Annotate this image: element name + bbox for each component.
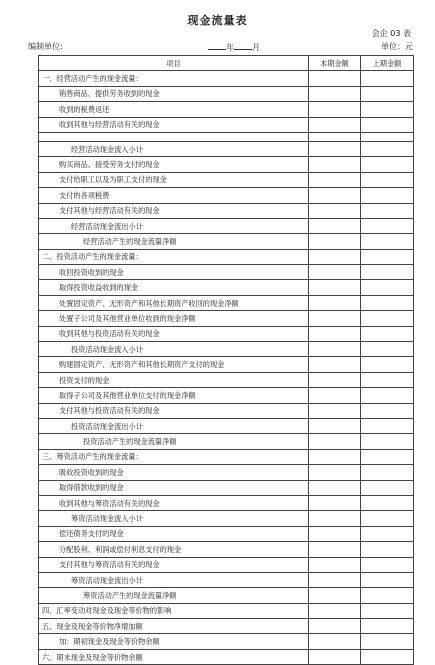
row-previous-amount[interactable] — [361, 117, 414, 132]
row-current-amount[interactable] — [309, 280, 361, 295]
table-row — [39, 203, 414, 218]
row-previous-amount[interactable] — [361, 141, 414, 156]
row-current-amount[interactable] — [309, 526, 361, 541]
row-previous-amount[interactable] — [361, 71, 414, 86]
table-row — [39, 326, 414, 341]
row-previous-amount[interactable] — [361, 588, 414, 603]
row-previous-amount[interactable] — [361, 357, 414, 372]
unit-label: 单位：元 — [381, 42, 413, 51]
table-row — [39, 295, 414, 310]
row-current-amount[interactable] — [309, 511, 361, 526]
row-current-amount[interactable] — [309, 71, 361, 86]
table-row — [39, 71, 414, 86]
row-previous-amount[interactable] — [361, 86, 414, 101]
table-row — [39, 418, 414, 433]
row-previous-amount[interactable] — [361, 132, 414, 141]
row-previous-amount[interactable] — [361, 265, 414, 280]
table-row — [39, 249, 414, 264]
row-item-label: 投资活动产生的现金流量净额 — [39, 434, 309, 449]
row-current-amount[interactable] — [309, 203, 361, 218]
table-row — [39, 649, 414, 664]
row-previous-amount[interactable] — [361, 188, 414, 203]
table-row — [39, 495, 414, 510]
row-item-label: 六、期末现金及现金等价物余额 — [39, 649, 309, 664]
row-item-label: 一、经营活动产生的现金流量： — [39, 71, 309, 86]
table-row — [39, 132, 414, 141]
row-current-amount[interactable] — [309, 465, 361, 480]
table-row — [39, 342, 414, 357]
row-item-label: 经营活动产生的现金流量净额 — [39, 234, 309, 249]
row-current-amount[interactable] — [309, 172, 361, 187]
row-item-label: 投资活动现金流入小计 — [39, 342, 309, 357]
year-blank[interactable] — [208, 41, 226, 50]
cash-flow-table — [38, 55, 414, 665]
table-row — [39, 102, 414, 117]
row-previous-amount[interactable] — [361, 434, 414, 449]
row-previous-amount[interactable] — [361, 249, 414, 264]
row-current-amount[interactable] — [309, 188, 361, 203]
table-row — [39, 265, 414, 280]
table-row — [39, 234, 414, 249]
row-item-label: 支付的各项税费 — [39, 188, 309, 203]
row-previous-amount[interactable] — [361, 449, 414, 464]
row-previous-amount[interactable] — [361, 557, 414, 572]
row-item-label: 五、现金及现金等价物净增加额 — [39, 619, 309, 634]
row-previous-amount[interactable] — [361, 203, 414, 218]
row-item-label: 支付其他与筹资活动有关的现金 — [39, 557, 309, 572]
table-row — [39, 511, 414, 526]
row-item-label: 销售商品、提供劳务收到的现金 — [39, 86, 309, 101]
row-previous-amount[interactable] — [361, 311, 414, 326]
row-previous-amount[interactable] — [361, 326, 414, 341]
row-current-amount[interactable] — [309, 157, 361, 172]
row-current-amount[interactable] — [309, 357, 361, 372]
row-previous-amount[interactable] — [361, 234, 414, 249]
row-current-amount[interactable] — [309, 218, 361, 233]
row-current-amount[interactable] — [309, 102, 361, 117]
month-label: 月 — [252, 43, 260, 52]
form-code: 会企 03 表 — [371, 29, 411, 38]
row-current-amount[interactable] — [309, 388, 361, 403]
year-label: 年 — [226, 43, 234, 52]
row-item-label: 收到其他与经营活动有关的现金 — [39, 117, 309, 132]
table-row — [39, 449, 414, 464]
row-item-label: 经营活动现金流出小计 — [39, 218, 309, 233]
row-previous-amount[interactable] — [361, 634, 414, 649]
row-previous-amount[interactable] — [361, 218, 414, 233]
row-item-label: 处置固定资产、无形资产和其他长期资产收回的现金净额 — [39, 295, 309, 310]
row-current-amount[interactable] — [309, 249, 361, 264]
row-item-label: 购建固定资产、无形资产和其他长期资产支付的现金 — [39, 357, 309, 372]
row-item-label: 支付给职工以及为职工支付的现金 — [39, 172, 309, 187]
row-current-amount[interactable] — [309, 311, 361, 326]
row-current-amount[interactable] — [309, 295, 361, 310]
row-previous-amount[interactable] — [361, 403, 414, 418]
table-row — [39, 557, 414, 572]
table-row — [39, 465, 414, 480]
row-item-label: 三、筹资活动产生的现金流量： — [39, 449, 309, 464]
row-item-label: 偿还债务支付的现金 — [39, 526, 309, 541]
row-item-label: 取得投资收益收到的现金 — [39, 280, 309, 295]
table-row — [39, 372, 414, 387]
row-item-label: 处置子公司及其他营业单位收到的现金净额 — [39, 311, 309, 326]
row-previous-amount[interactable] — [361, 542, 414, 557]
row-item-label: 投资支付的现金 — [39, 372, 309, 387]
row-item-label: 吸收投资收到的现金 — [39, 465, 309, 480]
table-row — [39, 157, 414, 172]
row-previous-amount[interactable] — [361, 495, 414, 510]
header-info — [28, 41, 413, 53]
column-header-item: 项目 — [39, 56, 309, 71]
row-previous-amount[interactable] — [361, 480, 414, 495]
table-row — [39, 311, 414, 326]
row-current-amount[interactable] — [309, 434, 361, 449]
row-item-label: 收到其他与投资活动有关的现金 — [39, 326, 309, 341]
table-row — [39, 218, 414, 233]
row-current-amount[interactable] — [309, 372, 361, 387]
row-current-amount[interactable] — [309, 86, 361, 101]
row-previous-amount[interactable] — [361, 649, 414, 664]
row-current-amount[interactable] — [309, 557, 361, 572]
row-previous-amount[interactable] — [361, 603, 414, 618]
table-row — [39, 86, 414, 101]
row-previous-amount[interactable] — [361, 157, 414, 172]
table-row — [39, 141, 414, 156]
row-current-amount[interactable] — [309, 588, 361, 603]
row-item-label: 分配股利、利润或偿付利息支付的现金 — [39, 542, 309, 557]
row-previous-amount[interactable] — [361, 465, 414, 480]
table-row — [39, 542, 414, 557]
row-current-amount[interactable] — [309, 117, 361, 132]
column-header-current: 本期金额 — [309, 56, 361, 71]
table-row — [39, 526, 414, 541]
column-header-previous: 上期金额 — [361, 56, 414, 71]
row-previous-amount[interactable] — [361, 572, 414, 587]
row-item-label: 筹资活动现金流入小计 — [39, 511, 309, 526]
row-item-label — [39, 132, 309, 141]
row-item-label: 支付其他与投资活动有关的现金 — [39, 403, 309, 418]
row-item-label: 支付其他与经营活动有关的现金 — [39, 203, 309, 218]
row-current-amount[interactable] — [309, 418, 361, 433]
row-current-amount[interactable] — [309, 141, 361, 156]
table-row — [39, 403, 414, 418]
row-previous-amount[interactable] — [361, 418, 414, 433]
row-item-label: 四、汇率变动对现金及现金等价物的影响 — [39, 603, 309, 618]
row-item-label: 加：期初现金及现金等价物余额 — [39, 634, 309, 649]
row-item-label: 取得借款收到的现金 — [39, 480, 309, 495]
row-previous-amount[interactable] — [361, 295, 414, 310]
row-current-amount[interactable] — [309, 326, 361, 341]
row-item-label: 收到其他与筹资活动有关的现金 — [39, 495, 309, 510]
row-current-amount[interactable] — [309, 572, 361, 587]
row-current-amount[interactable] — [309, 603, 361, 618]
row-previous-amount[interactable] — [361, 342, 414, 357]
month-blank[interactable] — [234, 41, 252, 50]
row-current-amount[interactable] — [309, 542, 361, 557]
row-previous-amount[interactable] — [361, 511, 414, 526]
page-title: 现金流量表 — [187, 14, 248, 27]
table-row — [39, 357, 414, 372]
row-current-amount[interactable] — [309, 403, 361, 418]
row-item-label: 筹资活动现金流出小计 — [39, 572, 309, 587]
row-previous-amount[interactable] — [361, 172, 414, 187]
company-label: 编制单位: — [28, 42, 63, 51]
row-previous-amount[interactable] — [361, 388, 414, 403]
row-current-amount[interactable] — [309, 234, 361, 249]
row-item-label: 二、投资活动产生的现金流量： — [39, 249, 309, 264]
row-current-amount[interactable] — [309, 634, 361, 649]
table-body — [39, 71, 414, 665]
row-item-label: 取得子公司及其他营业单位支付的现金净额 — [39, 388, 309, 403]
row-item-label: 筹资活动产生的现金流量净额 — [39, 588, 309, 603]
table-row — [39, 588, 414, 603]
row-item-label: 收回投资收到的现金 — [39, 265, 309, 280]
row-current-amount[interactable] — [309, 495, 361, 510]
row-item-label: 收到的税费返还 — [39, 102, 309, 117]
row-item-label: 经营活动现金流入小计 — [39, 141, 309, 156]
table-row — [39, 634, 414, 649]
table-row — [39, 188, 414, 203]
row-previous-amount[interactable] — [361, 102, 414, 117]
report-date — [208, 41, 260, 53]
row-current-amount[interactable] — [309, 449, 361, 464]
row-current-amount[interactable] — [309, 649, 361, 664]
table-row — [39, 572, 414, 587]
row-previous-amount[interactable] — [361, 619, 414, 634]
row-current-amount[interactable] — [309, 342, 361, 357]
table-row — [39, 280, 414, 295]
row-previous-amount[interactable] — [361, 280, 414, 295]
table-row — [39, 603, 414, 618]
table-row — [39, 117, 414, 132]
table-row — [39, 619, 414, 634]
table-header-row — [39, 56, 414, 71]
row-current-amount[interactable] — [309, 619, 361, 634]
table-row — [39, 172, 414, 187]
row-current-amount[interactable] — [309, 132, 361, 141]
row-item-label: 购买商品、接受劳务支付的现金 — [39, 157, 309, 172]
table-row — [39, 480, 414, 495]
table-row — [39, 388, 414, 403]
table-row — [39, 434, 414, 449]
row-item-label: 投资活动现金流出小计 — [39, 418, 309, 433]
row-previous-amount[interactable] — [361, 372, 414, 387]
row-current-amount[interactable] — [309, 265, 361, 280]
row-previous-amount[interactable] — [361, 526, 414, 541]
row-current-amount[interactable] — [309, 480, 361, 495]
